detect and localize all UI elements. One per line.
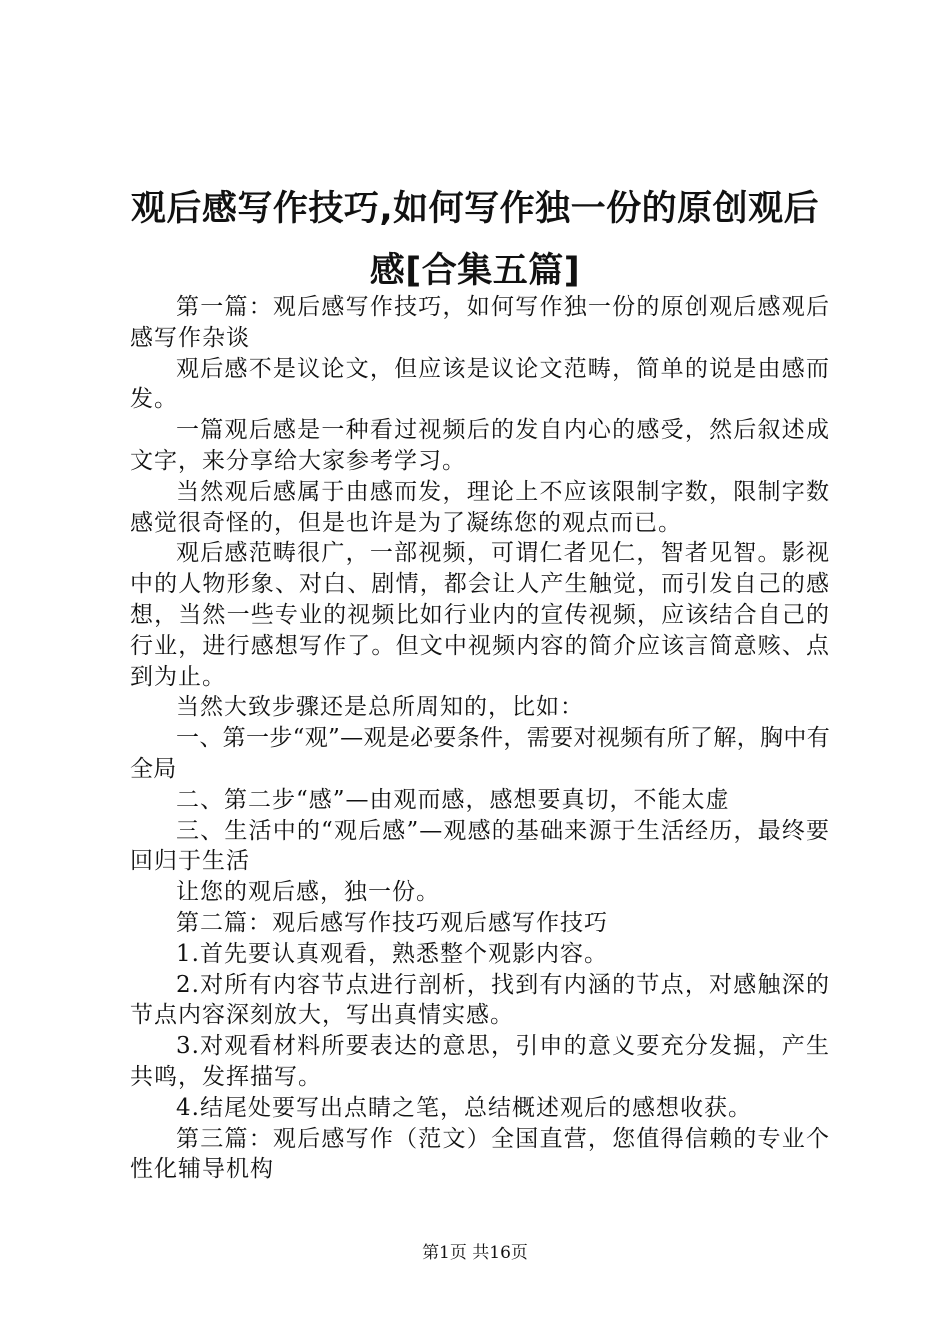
paragraph: 第三篇：观后感写作（范文）全国直营，您值得信赖的专业个性化辅导机构 [130, 1125, 830, 1183]
page-number-footer: 第1页 共16页 [422, 1243, 528, 1263]
paragraph: 2.对所有内容节点进行剖析，找到有内涵的节点，对感触深的节点内容深刻放大，写出真情实感。 [130, 971, 830, 1029]
paragraph: 当然大致步骤还是总所周知的，比如： [176, 694, 584, 721]
document-title: 观后感写作技巧,如何写作独一份的原创观后感[合集五篇] [130, 189, 820, 291]
paragraph: 三、生活中的“观后感”—观感的基础来源于生活经历，最终要回归于生活 [130, 817, 830, 875]
paragraph: 观后感不是议论文，但应该是议论文范畴，简单的说是由感而发。 [130, 355, 830, 413]
paragraph: 观后感范畴很广，一部视频，可谓仁者见仁，智者见智。影视中的人物形象、对白、剧情，都会让人产生触觉，而引发自己的感想，当然一些专业的视频比如行业内的宣传视频，应该结合自己的行业，进行感想写作了。但文中视频内容的简介应该言简意赅、点到为止。 [130, 540, 830, 690]
paragraph: 一、第一步“观”—观是必要条件，需要对视频有所了解，胸中有全局 [130, 725, 830, 782]
paragraph: 第二篇：观后感写作技巧观后感写作技巧 [176, 909, 608, 936]
paragraph: 一篇观后感是一种看过视频后的发自内心的感受，然后叙述成文字，来分享给大家参考学习。 [130, 417, 830, 474]
paragraph: 3.对观看材料所要表达的意思，引申的意义要充分发掘，产生共鸣，发挥描写。 [130, 1033, 830, 1090]
document-body [130, 292, 830, 1185]
paragraph: 让您的观后感，独一份。 [176, 879, 440, 906]
paragraph: 当然观后感属于由感而发，理论上不应该限制字数，限制字数感觉很奇怪的，但是也许是为了凝练您的观点而已。 [130, 478, 830, 536]
paragraph: 第一篇：观后感写作技巧，如何写作独一份的原创观后感观后感写作杂谈 [130, 294, 830, 351]
paragraph: 1.首先要认真观看，熟悉整个观影内容。 [176, 940, 608, 967]
paragraph: 二、第二步“感”—由观而感，感想要真切，不能太虚 [176, 786, 730, 813]
paragraph: 4.结尾处要写出点睛之笔，总结概述观后的感想收获。 [176, 1094, 752, 1121]
